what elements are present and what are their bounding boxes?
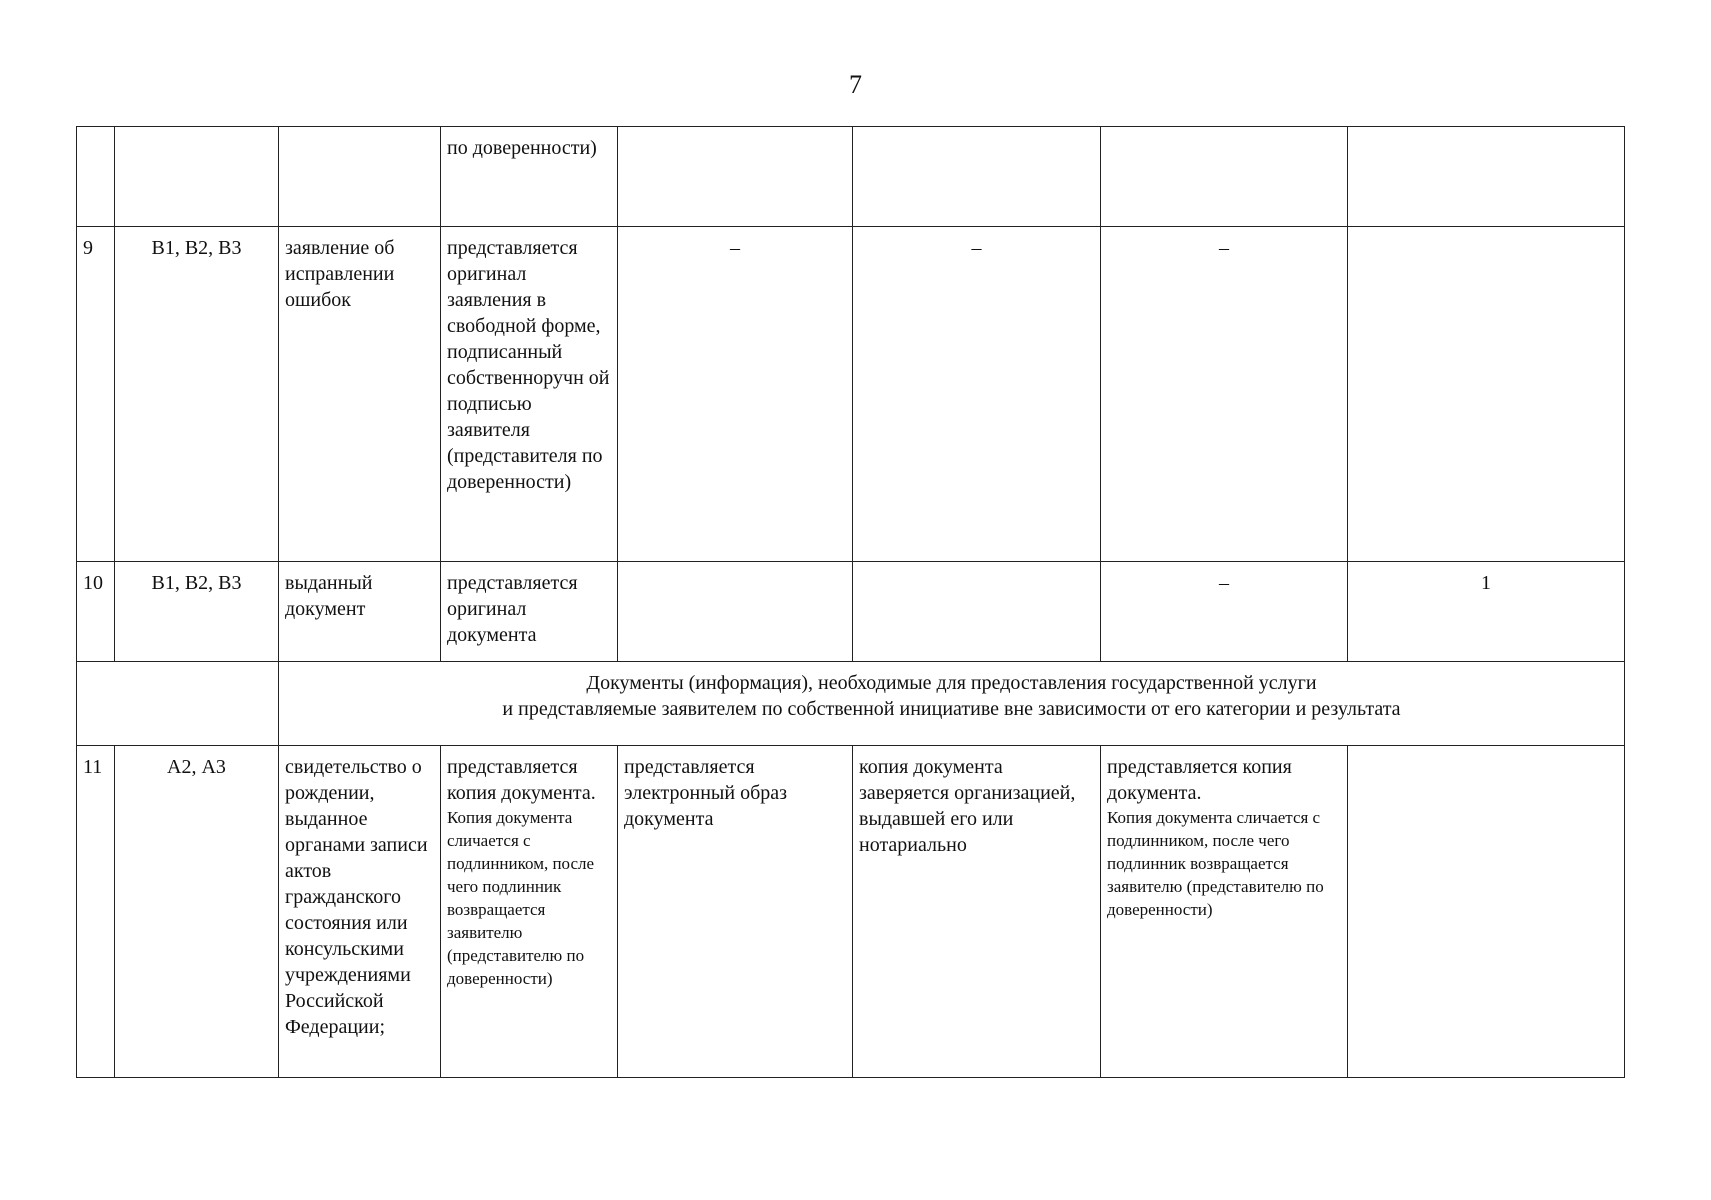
electronic-form [618,562,853,662]
document-name: свидетельство о рождении, выданное органами записи актов гражданского состояния или консульскими учреждениями Российской Федерации; [279,746,441,1078]
presentation-main: представляется копия документа. [447,756,596,804]
quantity [1348,127,1625,227]
quantity [1348,227,1625,562]
document-requirements [853,562,1101,662]
electronic-form: – [618,227,853,562]
row-number [77,127,115,227]
table-row [77,562,1625,662]
row-number: 9 [77,227,115,562]
section-heading-line-1: Документы (информация), необходимые для предоставления государственной услуги [586,672,1317,694]
copy-rules: – [1101,227,1348,562]
presentation-method: по доверенности) [441,127,618,227]
document-requirements: – [853,227,1101,562]
table-row [77,746,1625,1078]
presentation-method [441,746,618,1078]
copy-rules-note: Копия документа сличается с подлинником, после чего подлинник возвращается заявителю (представителю по доверенности) [1107,808,1324,919]
document-name [279,127,441,227]
electronic-form [618,127,853,227]
section-heading-spacer [77,662,279,746]
table-row [77,127,1625,227]
document-name: заявление об исправлении ошибок [279,227,441,562]
applicant-categories [115,127,279,227]
document-name: выданный документ [279,562,441,662]
documents-table [76,126,1625,1078]
quantity: 1 [1348,562,1625,662]
section-heading-row [77,662,1625,746]
presentation-method: представляется оригинал заявления в свободной форме, подписанный собственноручн ой подписью заявителя (представителя по доверенности) [441,227,618,562]
applicant-categories: В1, В2, В3 [115,227,279,562]
copy-rules: – [1101,562,1348,662]
applicant-categories: В1, В2, В3 [115,562,279,662]
electronic-form: представляется электронный образ документа [618,746,853,1078]
presentation-method: представляется оригинал документа [441,562,618,662]
copy-rules [1101,746,1348,1078]
applicant-categories: А2, А3 [115,746,279,1078]
table-row [77,227,1625,562]
quantity [1348,746,1625,1078]
document-requirements [853,127,1101,227]
row-number: 10 [77,562,115,662]
row-number: 11 [77,746,115,1078]
section-heading-line-2: и представляемые заявителем по собственной инициативе вне зависимости от его категории и результата [502,698,1401,720]
copy-rules-main: представляется копия документа. [1107,756,1292,804]
section-heading [279,662,1625,746]
copy-rules [1101,127,1348,227]
presentation-note: Копия документа сличается с подлинником, после чего подлинник возвращается заявителю (представителю по доверенности) [447,808,595,988]
document-requirements: копия документа заверяется организацией, выдавшей его или нотариально [853,746,1101,1078]
page-number: 7 [849,70,862,99]
